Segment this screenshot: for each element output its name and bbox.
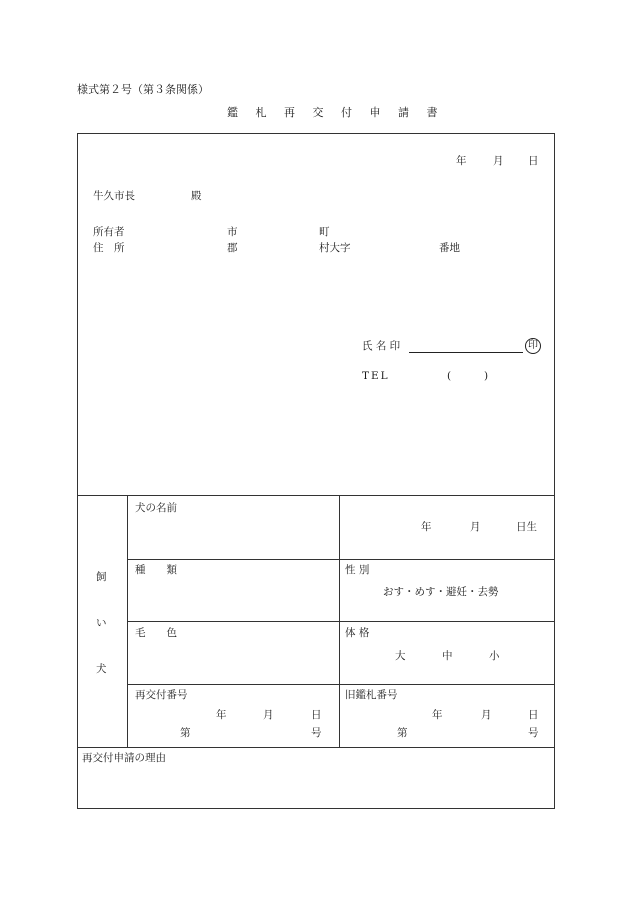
village-label: 村大字 [319, 242, 351, 254]
date-month: 月 [493, 155, 504, 167]
divider-top-section [77, 495, 555, 496]
side-label-char-3: 犬 [96, 663, 107, 675]
tel-paren-close: ) [484, 370, 489, 382]
date-year: 年 [456, 155, 467, 167]
size-small: 小 [489, 650, 500, 662]
reissue-no-prefix: 第 [180, 727, 191, 739]
breed-label: 種 類 [135, 564, 177, 576]
size-medium: 中 [442, 650, 453, 662]
date-day: 日 [528, 155, 539, 167]
old-tag-number-label: 旧鑑札番号 [345, 689, 398, 701]
tel-label: TEL [362, 370, 390, 382]
name-seal-label: 氏 名 印 [362, 340, 401, 352]
tel-paren-open: ( [447, 370, 452, 382]
side-label-char-1: 飼 [96, 571, 107, 583]
divider-reason [77, 747, 555, 748]
reissue-number-label: 再交付番号 [135, 689, 188, 701]
divider-row-2 [127, 621, 555, 622]
old-tag-no-suffix: 号 [528, 727, 539, 739]
dog-name-label: 犬の名前 [135, 502, 177, 514]
sex-label: 性 別 [345, 564, 370, 576]
old-tag-month: 月 [481, 709, 492, 721]
sex-options: おす・めす・避妊・去勢 [383, 586, 499, 598]
birth-year: 年 [421, 521, 432, 533]
divider-row-3 [127, 684, 555, 685]
size-large: 大 [395, 650, 406, 662]
application-form [77, 133, 555, 809]
birth-month: 月 [470, 521, 481, 533]
birth-day: 日生 [516, 521, 537, 533]
divider-row-1 [127, 559, 555, 560]
old-tag-year: 年 [432, 709, 443, 721]
honorific: 殿 [191, 190, 202, 202]
reissue-month: 月 [263, 709, 274, 721]
form-number: 様式第２号（第３条関係） [77, 83, 209, 96]
reissue-day: 日 [311, 709, 322, 721]
divider-middle [339, 495, 340, 747]
old-tag-day: 日 [528, 709, 539, 721]
reissue-reason-label: 再交付申請の理由 [82, 752, 166, 764]
coat-color-label: 毛 色 [135, 627, 177, 639]
reissue-no-suffix: 号 [311, 727, 322, 739]
reissue-year: 年 [216, 709, 227, 721]
owner-label: 所有者 [93, 226, 125, 238]
size-label: 体 格 [345, 627, 370, 639]
mayor-addressee: 牛久市長 [93, 190, 135, 202]
town-label: 町 [319, 226, 330, 238]
lot-label: 番地 [439, 242, 460, 254]
seal-mark: 印 [525, 338, 541, 354]
old-tag-no-prefix: 第 [397, 727, 408, 739]
signature-line [409, 352, 523, 353]
document-title: 鑑 札 再 交 付 申 請 書 [227, 106, 445, 119]
side-label-char-2: い [96, 617, 107, 629]
city-label: 市 [227, 226, 238, 238]
address-label: 住 所 [93, 242, 125, 254]
divider-side-label [127, 495, 128, 747]
district-label: 郡 [227, 242, 238, 254]
